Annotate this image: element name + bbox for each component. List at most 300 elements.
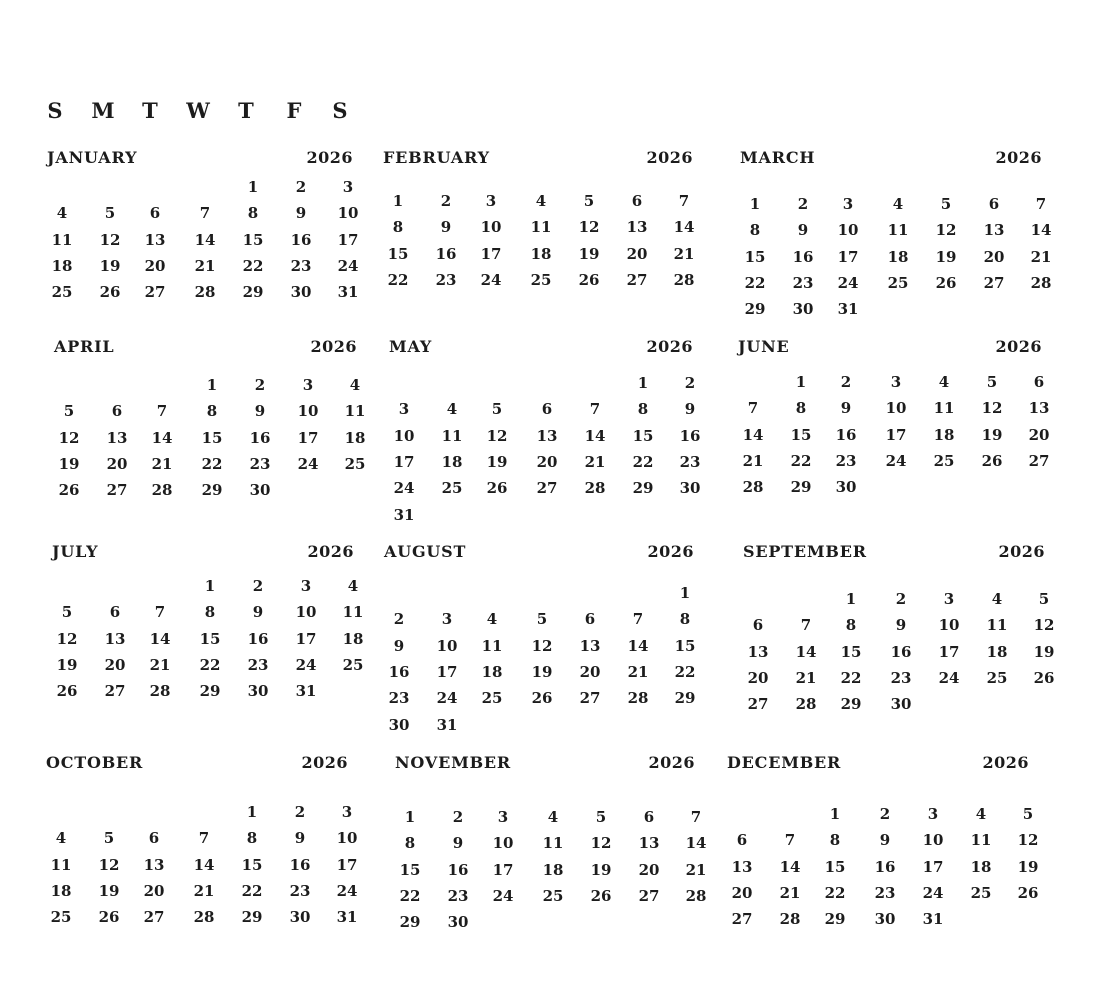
day-cell: 7 <box>198 829 210 848</box>
day-cell: 16 <box>679 426 701 445</box>
day-cell: 30 <box>792 300 814 319</box>
day-cell: 3 <box>842 195 854 213</box>
day-cell: 25 <box>481 689 503 708</box>
day-cell: 26 <box>1017 883 1039 902</box>
day-cell: 3 <box>943 590 955 608</box>
day-cell: 19 <box>935 247 957 266</box>
day-cell: 29 <box>632 479 654 498</box>
day-cell: 17 <box>922 857 944 876</box>
day-cell: 13 <box>106 428 128 447</box>
day-cell: 24 <box>922 883 944 902</box>
day-cell: 10 <box>480 218 502 237</box>
day-cell: 5 <box>63 402 75 421</box>
day-cell: 21 <box>194 256 216 275</box>
day-cell: 13 <box>747 642 769 661</box>
day-cell: 17 <box>297 428 319 447</box>
day-cell: 4 <box>535 192 547 210</box>
day-cell: 2 <box>393 610 405 629</box>
month-september <box>743 542 1055 742</box>
day-cell: 7 <box>678 192 690 210</box>
day-cell: 11 <box>542 834 564 853</box>
day-cell: 4 <box>349 376 361 394</box>
day-cell: 23 <box>835 451 857 470</box>
day-cell: 25 <box>441 479 463 498</box>
day-cell: 26 <box>981 451 1003 470</box>
day-cell: 25 <box>344 454 366 473</box>
day-cell: 25 <box>51 283 73 302</box>
day-cell: 17 <box>480 244 502 263</box>
day-cell: 8 <box>795 399 807 418</box>
day-cell: 7 <box>1035 195 1047 213</box>
day-cell: 15 <box>399 860 421 879</box>
day-cell: 22 <box>824 883 846 902</box>
day-cell: 28 <box>584 479 606 498</box>
day-cell: 26 <box>56 682 78 701</box>
day-cell: 6 <box>109 603 121 622</box>
day-cell: 19 <box>99 256 121 275</box>
day-cell: 25 <box>50 908 72 927</box>
day-cell: 27 <box>747 695 769 714</box>
day-cell: 12 <box>56 629 78 648</box>
day-cell: 25 <box>970 883 992 902</box>
month-year: 2026 <box>646 337 693 356</box>
day-cell: 1 <box>795 373 807 391</box>
day-cell: 15 <box>790 425 812 444</box>
day-cell: 22 <box>387 270 409 289</box>
day-cell: 25 <box>542 886 564 905</box>
month-january <box>47 148 359 348</box>
day-cell: 12 <box>99 230 121 249</box>
day-cell: 24 <box>837 273 859 292</box>
day-cell: 5 <box>940 195 952 213</box>
month-name: JULY <box>52 542 99 561</box>
day-cell: 4 <box>56 204 68 223</box>
day-cell: 7 <box>784 831 796 850</box>
month-year: 2026 <box>307 542 354 561</box>
day-cell: 9 <box>294 829 306 848</box>
day-cell: 18 <box>481 662 503 681</box>
day-cell: 18 <box>50 881 72 900</box>
month-name: MAY <box>389 337 433 356</box>
day-cell: 10 <box>336 829 358 848</box>
day-cell: 5 <box>986 373 998 391</box>
day-cell: 15 <box>824 857 846 876</box>
day-cell: 3 <box>485 192 497 210</box>
day-cell: 13 <box>1028 399 1050 418</box>
day-cell: 12 <box>1017 831 1039 850</box>
day-cell: 10 <box>837 221 859 240</box>
day-cell: 22 <box>241 881 263 900</box>
day-cell: 20 <box>106 454 128 473</box>
day-cell: 1 <box>392 192 404 210</box>
weekday-label: T <box>142 98 158 123</box>
day-cell: 17 <box>337 230 359 249</box>
day-cell: 9 <box>797 221 809 240</box>
day-cell: 19 <box>1017 857 1039 876</box>
day-cell: 11 <box>441 426 463 445</box>
day-cell: 12 <box>486 426 508 445</box>
day-cell: 3 <box>927 805 939 823</box>
day-cell: 18 <box>542 860 564 879</box>
day-cell: 14 <box>194 230 216 249</box>
day-cell: 6 <box>752 616 764 635</box>
day-cell: 11 <box>51 230 73 249</box>
day-cell: 1 <box>679 584 691 602</box>
day-cell: 30 <box>447 913 469 932</box>
day-cell: 24 <box>337 256 359 275</box>
day-cell: 21 <box>584 452 606 471</box>
day-cell: 31 <box>436 715 458 734</box>
day-cell: 12 <box>578 218 600 237</box>
day-cell: 8 <box>246 829 258 848</box>
day-cell: 21 <box>1030 247 1052 266</box>
day-cell: 2 <box>840 373 852 391</box>
day-cell: 29 <box>201 481 223 500</box>
day-cell: 14 <box>584 426 606 445</box>
day-cell: 5 <box>536 610 548 629</box>
weekday-label: S <box>47 98 63 123</box>
day-cell: 21 <box>627 662 649 681</box>
day-cell: 11 <box>970 831 992 850</box>
month-march <box>740 148 1052 348</box>
day-cell: 20 <box>983 247 1005 266</box>
day-cell: 7 <box>199 204 211 223</box>
day-cell: 30 <box>874 910 896 929</box>
day-cell: 5 <box>1038 590 1050 608</box>
day-cell: 19 <box>578 244 600 263</box>
day-cell: 9 <box>254 402 266 421</box>
day-cell: 3 <box>342 178 354 196</box>
day-cell: 16 <box>835 425 857 444</box>
day-cell: 13 <box>536 426 558 445</box>
day-cell: 20 <box>747 668 769 687</box>
day-cell: 30 <box>679 479 701 498</box>
day-cell: 26 <box>486 479 508 498</box>
day-cell: 26 <box>98 908 120 927</box>
month-april <box>54 337 366 537</box>
day-cell: 13 <box>638 834 660 853</box>
day-cell: 21 <box>149 655 171 674</box>
day-cell: 7 <box>800 616 812 635</box>
day-cell: 9 <box>895 616 907 635</box>
day-cell: 19 <box>981 425 1003 444</box>
day-cell: 2 <box>254 376 266 394</box>
day-cell: 24 <box>492 886 514 905</box>
day-cell: 28 <box>627 689 649 708</box>
day-cell: 27 <box>579 689 601 708</box>
day-cell: 5 <box>595 808 607 826</box>
day-cell: 19 <box>58 454 80 473</box>
day-cell: 15 <box>201 428 223 447</box>
day-cell: 24 <box>436 689 458 708</box>
day-cell: 1 <box>749 195 761 213</box>
day-cell: 20 <box>638 860 660 879</box>
day-cell: 31 <box>922 910 944 929</box>
day-cell: 17 <box>393 452 415 471</box>
day-cell: 29 <box>744 300 766 319</box>
day-cell: 30 <box>388 715 410 734</box>
day-cell: 25 <box>933 451 955 470</box>
day-cell: 16 <box>792 247 814 266</box>
day-cell: 7 <box>747 399 759 418</box>
month-may <box>389 337 701 537</box>
day-cell: 22 <box>840 668 862 687</box>
day-cell: 9 <box>840 399 852 418</box>
day-cell: 19 <box>1033 642 1055 661</box>
day-cell: 12 <box>981 399 1003 418</box>
day-cell: 2 <box>797 195 809 213</box>
day-cell: 27 <box>106 481 128 500</box>
day-cell: 21 <box>673 244 695 263</box>
day-cell: 2 <box>895 590 907 608</box>
day-cell: 2 <box>295 178 307 196</box>
day-cell: 13 <box>983 221 1005 240</box>
day-cell: 18 <box>887 247 909 266</box>
day-cell: 29 <box>790 478 812 497</box>
day-cell: 28 <box>742 478 764 497</box>
day-cell: 10 <box>922 831 944 850</box>
day-cell: 22 <box>790 451 812 470</box>
day-cell: 8 <box>404 834 416 853</box>
day-cell: 8 <box>679 610 691 629</box>
day-cell: 10 <box>393 426 415 445</box>
day-cell: 16 <box>447 860 469 879</box>
day-cell: 27 <box>731 910 753 929</box>
weekday-label: F <box>286 98 302 123</box>
day-cell: 1 <box>206 376 218 394</box>
day-cell: 13 <box>626 218 648 237</box>
day-cell: 7 <box>589 400 601 419</box>
day-cell: 9 <box>295 204 307 223</box>
day-cell: 18 <box>441 452 463 471</box>
day-cell: 6 <box>149 204 161 223</box>
day-cell: 7 <box>154 603 166 622</box>
day-cell: 2 <box>252 577 264 595</box>
month-year: 2026 <box>646 148 693 167</box>
day-cell: 8 <box>392 218 404 237</box>
day-cell: 16 <box>435 244 457 263</box>
day-cell: 20 <box>144 256 166 275</box>
day-cell: 23 <box>289 881 311 900</box>
day-cell: 10 <box>492 834 514 853</box>
day-cell: 11 <box>933 399 955 418</box>
day-cell: 14 <box>193 855 215 874</box>
day-cell: 23 <box>679 452 701 471</box>
day-cell: 11 <box>887 221 909 240</box>
day-cell: 7 <box>156 402 168 421</box>
day-cell: 2 <box>879 805 891 823</box>
month-name: JANUARY <box>47 148 138 167</box>
day-cell: 28 <box>194 283 216 302</box>
day-cell: 6 <box>541 400 553 419</box>
day-cell: 23 <box>447 886 469 905</box>
day-cell: 3 <box>497 808 509 826</box>
day-cell: 15 <box>840 642 862 661</box>
day-cell: 29 <box>674 689 696 708</box>
day-cell: 30 <box>289 908 311 927</box>
day-cell: 20 <box>143 881 165 900</box>
day-cell: 26 <box>58 481 80 500</box>
day-cell: 1 <box>845 590 857 608</box>
day-cell: 22 <box>242 256 264 275</box>
day-cell: 13 <box>104 629 126 648</box>
day-cell: 31 <box>337 283 359 302</box>
day-cell: 16 <box>890 642 912 661</box>
month-name: MARCH <box>740 148 816 167</box>
day-cell: 13 <box>144 230 166 249</box>
day-cell: 15 <box>242 230 264 249</box>
day-cell: 27 <box>983 273 1005 292</box>
day-cell: 22 <box>399 886 421 905</box>
day-cell: 28 <box>151 481 173 500</box>
month-june <box>738 337 1050 537</box>
day-cell: 3 <box>300 577 312 595</box>
day-cell: 4 <box>486 610 498 629</box>
day-cell: 23 <box>249 454 271 473</box>
day-cell: 19 <box>56 655 78 674</box>
day-cell: 19 <box>531 662 553 681</box>
month-year: 2026 <box>647 542 694 561</box>
day-cell: 27 <box>143 908 165 927</box>
month-name: SEPTEMBER <box>743 542 867 561</box>
day-cell: 25 <box>986 668 1008 687</box>
day-cell: 18 <box>986 642 1008 661</box>
day-cell: 20 <box>536 452 558 471</box>
day-cell: 10 <box>885 399 907 418</box>
month-name: NOVEMBER <box>395 753 512 772</box>
month-name: DECEMBER <box>727 753 842 772</box>
day-cell: 14 <box>779 857 801 876</box>
day-cell: 6 <box>988 195 1000 213</box>
day-cell: 30 <box>290 283 312 302</box>
day-cell: 10 <box>295 603 317 622</box>
day-cell: 27 <box>626 270 648 289</box>
day-cell: 18 <box>530 244 552 263</box>
day-cell: 21 <box>779 883 801 902</box>
day-cell: 9 <box>452 834 464 853</box>
day-cell: 17 <box>336 855 358 874</box>
day-cell: 14 <box>795 642 817 661</box>
day-cell: 28 <box>149 682 171 701</box>
month-year: 2026 <box>310 337 357 356</box>
day-cell: 9 <box>684 400 696 419</box>
day-cell: 9 <box>252 603 264 622</box>
day-cell: 20 <box>626 244 648 263</box>
day-cell: 11 <box>50 855 72 874</box>
day-cell: 13 <box>731 857 753 876</box>
day-cell: 29 <box>241 908 263 927</box>
day-cell: 8 <box>637 400 649 419</box>
month-october <box>46 753 358 953</box>
day-cell: 19 <box>590 860 612 879</box>
month-name: APRIL <box>54 337 115 356</box>
day-cell: 30 <box>890 695 912 714</box>
day-cell: 28 <box>1030 273 1052 292</box>
day-cell: 13 <box>579 636 601 655</box>
day-cell: 15 <box>744 247 766 266</box>
day-cell: 21 <box>795 668 817 687</box>
day-cell: 14 <box>742 425 764 444</box>
month-name: JUNE <box>738 337 790 356</box>
day-cell: 31 <box>336 908 358 927</box>
day-cell: 15 <box>387 244 409 263</box>
day-cell: 18 <box>344 428 366 447</box>
day-cell: 11 <box>342 603 364 622</box>
month-july <box>52 542 364 742</box>
day-cell: 23 <box>874 883 896 902</box>
day-cell: 31 <box>393 505 415 524</box>
day-cell: 5 <box>583 192 595 210</box>
day-cell: 17 <box>885 425 907 444</box>
day-cell: 23 <box>792 273 814 292</box>
day-cell: 31 <box>837 300 859 319</box>
day-cell: 30 <box>835 478 857 497</box>
day-cell: 1 <box>204 577 216 595</box>
day-cell: 14 <box>151 428 173 447</box>
day-cell: 22 <box>744 273 766 292</box>
day-cell: 28 <box>795 695 817 714</box>
day-cell: 2 <box>294 803 306 821</box>
day-cell: 2 <box>452 808 464 826</box>
day-cell: 11 <box>481 636 503 655</box>
day-cell: 6 <box>148 829 160 848</box>
day-cell: 14 <box>627 636 649 655</box>
day-cell: 26 <box>590 886 612 905</box>
day-cell: 1 <box>637 374 649 392</box>
day-cell: 8 <box>845 616 857 635</box>
day-cell: 17 <box>436 662 458 681</box>
day-cell: 27 <box>144 283 166 302</box>
day-cell: 8 <box>829 831 841 850</box>
day-cell: 22 <box>674 662 696 681</box>
day-cell: 28 <box>685 886 707 905</box>
day-cell: 26 <box>1033 668 1055 687</box>
day-cell: 11 <box>530 218 552 237</box>
month-february <box>383 148 693 348</box>
day-cell: 9 <box>879 831 891 850</box>
day-cell: 6 <box>1033 373 1045 391</box>
day-cell: 11 <box>986 616 1008 635</box>
day-cell: 27 <box>638 886 660 905</box>
day-cell: 18 <box>933 425 955 444</box>
day-cell: 5 <box>1022 805 1034 823</box>
day-cell: 2 <box>440 192 452 210</box>
day-cell: 14 <box>685 834 707 853</box>
day-cell: 4 <box>547 808 559 826</box>
day-cell: 1 <box>829 805 841 823</box>
day-cell: 12 <box>935 221 957 240</box>
day-cell: 23 <box>435 270 457 289</box>
month-name: AUGUST <box>384 542 467 561</box>
day-cell: 29 <box>840 695 862 714</box>
day-cell: 24 <box>297 454 319 473</box>
day-cell: 23 <box>890 668 912 687</box>
day-cell: 23 <box>388 689 410 708</box>
day-cell: 21 <box>151 454 173 473</box>
day-cell: 3 <box>398 400 410 419</box>
day-cell: 7 <box>690 808 702 826</box>
day-cell: 10 <box>297 402 319 421</box>
day-cell: 4 <box>975 805 987 823</box>
day-cell: 5 <box>61 603 73 622</box>
day-cell: 25 <box>342 655 364 674</box>
month-name: FEBRUARY <box>383 148 490 167</box>
day-cell: 9 <box>393 636 405 655</box>
day-cell: 6 <box>736 831 748 850</box>
day-cell: 12 <box>590 834 612 853</box>
day-cell: 19 <box>98 881 120 900</box>
day-cell: 16 <box>247 629 269 648</box>
